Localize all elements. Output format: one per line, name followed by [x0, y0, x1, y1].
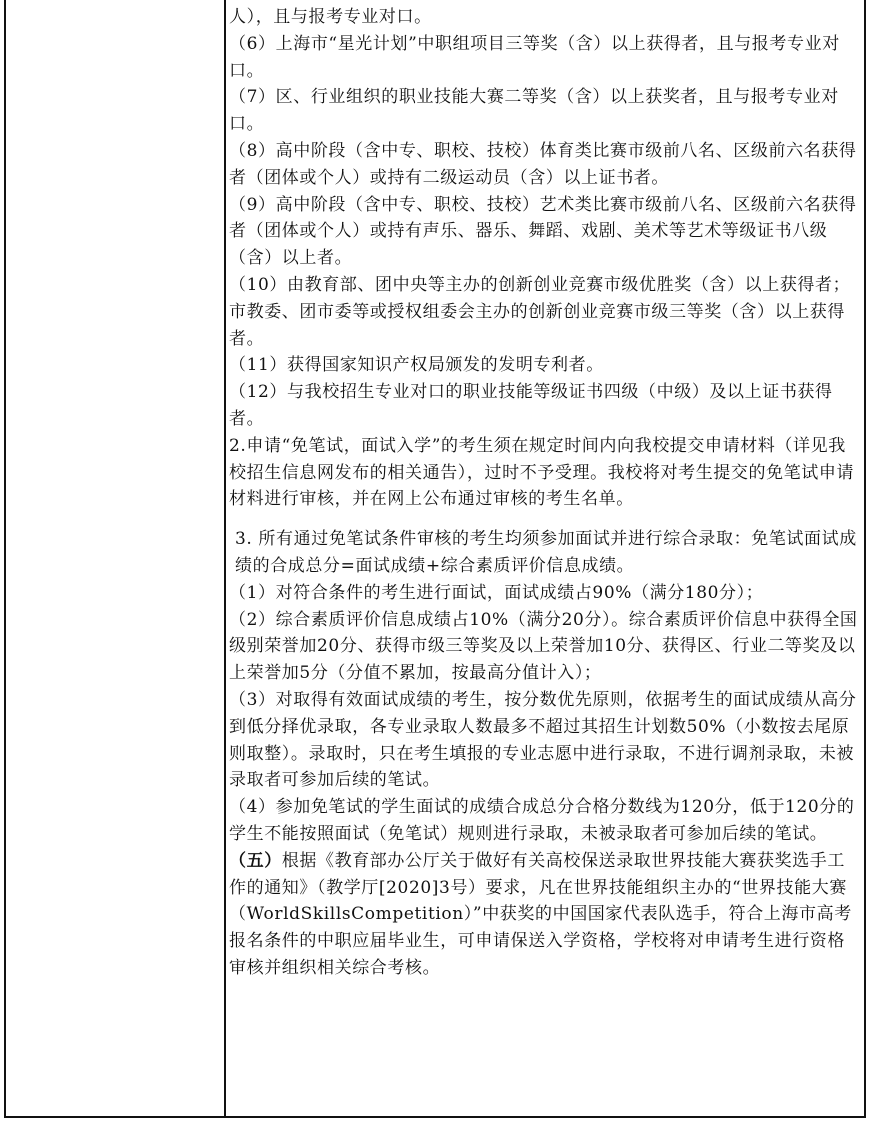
- paragraph-item-8: （8）高中阶段（含中专、职校、技校）体育类比赛市级前八名、区级前六名获得者（团体或个人）或持有二级运动员（含）以上证书者。: [229, 140, 857, 188]
- paragraph-rule-3: （3）对取得有效面试成绩的考生，按分数优先原则，依据考生的面试成绩从高分到低分择优录取，各专业录取人数最多不超过其招生计划数50%（小数按去尾原则取整）。录取时，只在考生填报的专业志愿中进行录取，不进行调剂录取，未被录取者可参加后续的笔试。: [229, 689, 857, 791]
- table-content-cell: [226, 0, 864, 1116]
- paragraph-section-3: 3. 所有通过免笔试条件审核的考生均须参加面试并进行综合录取：免笔试面试成绩的合成总分=面试成绩+综合素质评价信息成绩。: [235, 529, 857, 576]
- paragraph-section-5: [229, 848, 858, 982]
- table-left-column: [6, 0, 226, 1116]
- paragraph-continuation: 人），且与报考专业对口。: [229, 7, 432, 27]
- paragraph-rule-2: （2）综合素质评价信息成绩占10%（满分20分）。综合素质评价信息中获得全国级别荣誉加20分、获得市级三等奖及以上荣誉加10分、获得区、行业二等奖及以上荣誉加5分（分值不累加，按最高分值计入）；: [229, 609, 858, 684]
- section-5-heading: （五）: [229, 850, 282, 871]
- paragraph-item-10: （10）由教育部、团中央等主办的创新创业竞赛市级优胜奖（含）以上获得者；市教委、团市委等或授权组委会主办的创新创业竞赛市级三等奖（含）以上获得者。: [229, 274, 851, 349]
- section-5-body: 根据《教育部办公厅关于做好有关高校保送录取世界技能大赛获奖选手工作的通知》（教学厅[2020]3号）要求，凡在世界技能组织主办的“世界技能大赛（WorldSkillsCompetition）”中获奖的中国国家代表队选手，符合上海市高考报名条件的中职应届毕业生，可申请保送入学资格，学校将对申请考生进行资格审核并组织相关综合考核。: [229, 850, 852, 978]
- paragraph-rule-4: （4）参加免笔试的学生面试的成绩合成总分合格分数线为120分，低于120分的学生不能按照面试（免笔试）规则进行录取，未被录取者可参加后续的笔试。: [229, 797, 855, 844]
- paragraph-item-11: （11）获得国家知识产权局颁发的发明专利者。: [229, 355, 604, 376]
- paragraph-rule-1: （1）对符合条件的考生进行面试，面试成绩占90%（满分180分）；: [229, 582, 764, 603]
- paragraph-item-6: （6）上海市“星光计划”中职组项目三等奖（含）以上获得者，且与报考专业对口。: [229, 33, 840, 81]
- paragraph-item-12: （12）与我校招生专业对口的职业技能等级证书四级（中级）及以上证书获得者。: [229, 382, 833, 429]
- paragraph-section-2: 2.申请“免笔试，面试入学”的考生须在规定时间内向我校提交申请材料（详见我校招生信息网发布的相关通告），过时不予受理。我校将对考生提交的免笔试申请材料进行审核，并在网上公布通过审核的考生名单。: [229, 435, 855, 510]
- document-table: [4, 0, 866, 1118]
- paragraph-item-7: （7）区、行业组织的职业技能大赛二等奖（含）以上获奖者，且与报考专业对口。: [229, 87, 839, 135]
- paragraph-item-9: （9）高中阶段（含中专、职校、技校）艺术类比赛市级前八名、区级前六名获得者（团体或个人）或持有声乐、器乐、舞蹈、戏剧、美术等艺术等级证书八级（含）以上者。: [229, 194, 857, 269]
